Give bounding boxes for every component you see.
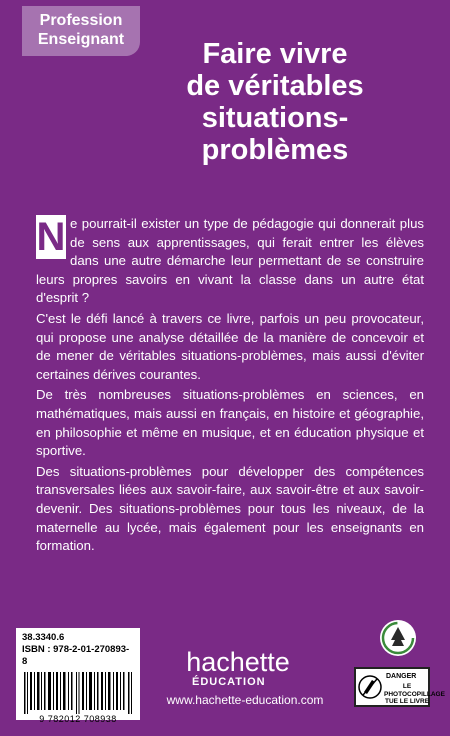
blurb-paragraph-3: De très nombreuses situations-problèmes en sciences, en mathématiques, mais aussi en français, en histoire et géographie, en philosophie et même en musique, et en éducation physique et sportive. xyxy=(36,387,424,459)
product-code: 38.3340.6 xyxy=(22,632,65,643)
danger-title: DANGER xyxy=(386,673,417,680)
blurb-paragraph-4: Des situations-problèmes pour développer des compétences transversales liées aux savoir-faire, aux savoir-être et aux savoir-devenir. Des situations-problèmes pour tous les niveaux, de la maternelle au lycée, mais également pour les enseignants en formation. xyxy=(36,463,424,554)
eco-label-icon xyxy=(378,618,418,658)
blurb-paragraph-1-text: e pourrait-il exister un type de pédagogie qui donnerait plus de sens aux apprentissages, qui ferait entrer les élèves dans une autre démarche leur permettant de se construire leurs propres savoirs en vivant la classe dans un autre état d'esprit ? xyxy=(36,216,424,306)
title-line-3: situations- xyxy=(201,102,349,134)
isbn: ISBN : 978-2-01-270893-8 xyxy=(22,644,130,667)
title-line-4: problèmes xyxy=(201,134,349,166)
barcode-label xyxy=(16,628,140,724)
title-line-1: Faire vivre xyxy=(202,38,348,70)
danger-photocopy-label xyxy=(354,667,445,707)
blurb xyxy=(36,215,424,558)
series-line-2: Enseignant xyxy=(37,31,125,48)
barcode-digits: 9 782012 708938 xyxy=(39,714,117,724)
photocopy-warning-icon xyxy=(358,672,382,702)
publisher-name: hachette xyxy=(186,647,290,677)
blurb-paragraph-1 xyxy=(36,215,424,308)
publisher-division: ÉDUCATION xyxy=(192,676,266,688)
publisher-logo xyxy=(178,648,298,688)
barcode-bars xyxy=(22,672,134,714)
publisher-url: www.hachette-education.com xyxy=(166,693,324,707)
title-line-2: de véritables xyxy=(186,70,364,102)
series-line-1: Profession xyxy=(39,12,123,29)
drop-cap: N xyxy=(36,215,66,259)
blurb-paragraph-2: C'est le défi lancé à travers ce livre, parfois un peu provocateur, qui propose une analyse détaillée de la manière de concevoir et de mener de véritables situations-problèmes, mais aussi d'éviter certaines dérives courantes. xyxy=(36,310,424,382)
danger-text: LE PHOTOCOPILLAGE TUE LE LIVRE xyxy=(384,683,445,705)
book-title xyxy=(120,38,430,166)
